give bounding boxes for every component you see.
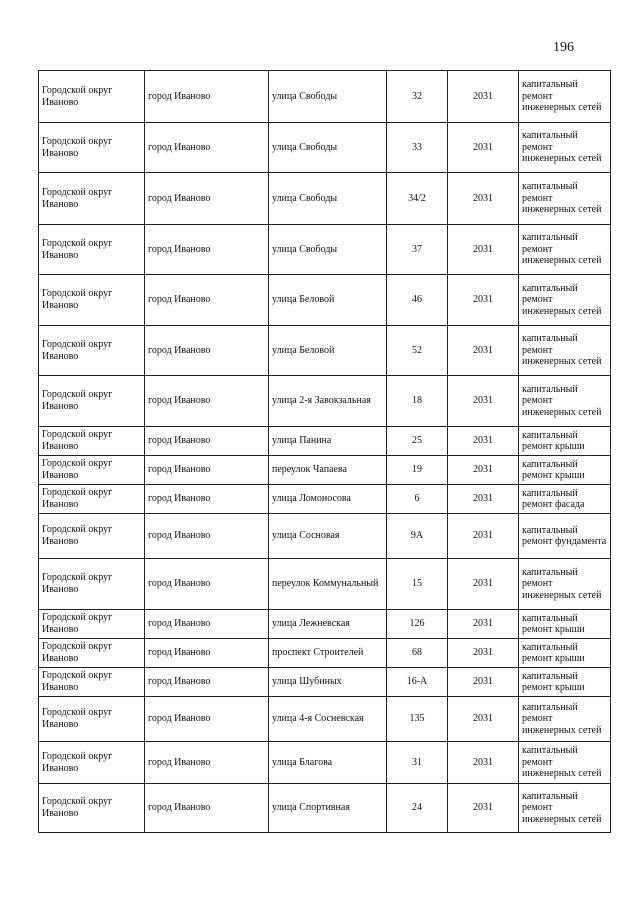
house-number-cell: 68: [387, 639, 448, 668]
house-number-cell: 18: [387, 376, 448, 427]
street-cell: проспект Строителей: [269, 639, 387, 668]
street-cell: улица Благова: [269, 742, 387, 784]
city-cell: город Иваново: [145, 485, 269, 514]
house-number-cell: 34/2: [387, 173, 448, 225]
work-type-cell: капитальный ремонт инженерных сетей: [519, 123, 611, 173]
year-cell: 2031: [448, 559, 519, 610]
table-row: [39, 639, 611, 668]
street-cell: улица Свободы: [269, 173, 387, 225]
municipal-district-cell: Городской округ Иваново: [39, 275, 145, 326]
municipal-district-cell: Городской округ Иваново: [39, 485, 145, 514]
table-row: [39, 559, 611, 610]
table-row: [39, 784, 611, 833]
year-cell: 2031: [448, 427, 519, 456]
street-cell: улица Спортивная: [269, 784, 387, 833]
year-cell: 2031: [448, 697, 519, 742]
table-row: [39, 456, 611, 485]
street-cell: улица Свободы: [269, 225, 387, 275]
table-row: [39, 610, 611, 639]
street-cell: улица Свободы: [269, 123, 387, 173]
street-cell: улица Беловой: [269, 275, 387, 326]
page-number: 196: [553, 40, 574, 55]
table-row: [39, 376, 611, 427]
house-number-cell: 25: [387, 427, 448, 456]
street-cell: улица Беловой: [269, 326, 387, 376]
house-number-cell: 126: [387, 610, 448, 639]
city-cell: город Иваново: [145, 742, 269, 784]
work-type-cell: капитальный ремонт инженерных сетей: [519, 173, 611, 225]
work-type-cell: капитальный ремонт инженерных сетей: [519, 376, 611, 427]
street-cell: улица Панина: [269, 427, 387, 456]
house-number-cell: 19: [387, 456, 448, 485]
house-number-cell: 16-А: [387, 668, 448, 697]
table-row: [39, 485, 611, 514]
house-number-cell: 135: [387, 697, 448, 742]
year-cell: 2031: [448, 514, 519, 559]
year-cell: 2031: [448, 123, 519, 173]
year-cell: 2031: [448, 610, 519, 639]
table-row: [39, 275, 611, 326]
year-cell: 2031: [448, 456, 519, 485]
municipal-district-cell: Городской округ Иваново: [39, 559, 145, 610]
street-cell: улица Свободы: [269, 71, 387, 123]
house-number-cell: 6: [387, 485, 448, 514]
work-type-cell: капитальный ремонт инженерных сетей: [519, 225, 611, 275]
municipal-district-cell: Городской округ Иваново: [39, 639, 145, 668]
city-cell: город Иваново: [145, 697, 269, 742]
house-number-cell: 33: [387, 123, 448, 173]
municipal-district-cell: Городской округ Иваново: [39, 326, 145, 376]
year-cell: 2031: [448, 173, 519, 225]
city-cell: город Иваново: [145, 668, 269, 697]
repair-schedule-table: [38, 70, 611, 833]
municipal-district-cell: Городской округ Иваново: [39, 123, 145, 173]
house-number-cell: 9А: [387, 514, 448, 559]
city-cell: город Иваново: [145, 427, 269, 456]
street-cell: улица Сосновая: [269, 514, 387, 559]
house-number-cell: 37: [387, 225, 448, 275]
municipal-district-cell: Городской округ Иваново: [39, 376, 145, 427]
city-cell: город Иваново: [145, 639, 269, 668]
work-type-cell: капитальный ремонт крыши: [519, 456, 611, 485]
municipal-district-cell: Городской округ Иваново: [39, 71, 145, 123]
street-cell: улица Ломоносова: [269, 485, 387, 514]
city-cell: город Иваново: [145, 123, 269, 173]
municipal-district-cell: Городской округ Иваново: [39, 427, 145, 456]
year-cell: 2031: [448, 71, 519, 123]
city-cell: город Иваново: [145, 71, 269, 123]
city-cell: город Иваново: [145, 376, 269, 427]
work-type-cell: капитальный ремонт крыши: [519, 668, 611, 697]
table-row: [39, 71, 611, 123]
street-cell: переулок Коммунальный: [269, 559, 387, 610]
table-row: [39, 427, 611, 456]
municipal-district-cell: Городской округ Иваново: [39, 514, 145, 559]
city-cell: город Иваново: [145, 225, 269, 275]
year-cell: 2031: [448, 784, 519, 833]
year-cell: 2031: [448, 639, 519, 668]
municipal-district-cell: Городской округ Иваново: [39, 784, 145, 833]
municipal-district-cell: Городской округ Иваново: [39, 225, 145, 275]
house-number-cell: 32: [387, 71, 448, 123]
house-number-cell: 52: [387, 326, 448, 376]
table-row: [39, 326, 611, 376]
city-cell: город Иваново: [145, 173, 269, 225]
municipal-district-cell: Городской округ Иваново: [39, 697, 145, 742]
street-cell: переулок Чапаева: [269, 456, 387, 485]
city-cell: город Иваново: [145, 514, 269, 559]
work-type-cell: капитальный ремонт крыши: [519, 427, 611, 456]
table-row: [39, 225, 611, 275]
year-cell: 2031: [448, 742, 519, 784]
city-cell: город Иваново: [145, 275, 269, 326]
year-cell: 2031: [448, 376, 519, 427]
work-type-cell: капитальный ремонт фасада: [519, 485, 611, 514]
street-cell: улица 4-я Сосневская: [269, 697, 387, 742]
work-type-cell: капитальный ремонт инженерных сетей: [519, 742, 611, 784]
table-row: [39, 668, 611, 697]
municipal-district-cell: Городской округ Иваново: [39, 173, 145, 225]
work-type-cell: капитальный ремонт инженерных сетей: [519, 71, 611, 123]
street-cell: улица Шубиных: [269, 668, 387, 697]
municipal-district-cell: Городской округ Иваново: [39, 456, 145, 485]
table-row: [39, 123, 611, 173]
house-number-cell: 31: [387, 742, 448, 784]
work-type-cell: капитальный ремонт инженерных сетей: [519, 697, 611, 742]
municipal-district-cell: Городской округ Иваново: [39, 610, 145, 639]
work-type-cell: капитальный ремонт крыши: [519, 639, 611, 668]
table-row: [39, 514, 611, 559]
municipal-district-cell: Городской округ Иваново: [39, 742, 145, 784]
year-cell: 2031: [448, 326, 519, 376]
city-cell: город Иваново: [145, 784, 269, 833]
house-number-cell: 46: [387, 275, 448, 326]
street-cell: улица Лежневская: [269, 610, 387, 639]
house-number-cell: 24: [387, 784, 448, 833]
year-cell: 2031: [448, 275, 519, 326]
house-number-cell: 15: [387, 559, 448, 610]
year-cell: 2031: [448, 485, 519, 514]
table-row: [39, 697, 611, 742]
table-row: [39, 173, 611, 225]
work-type-cell: капитальный ремонт инженерных сетей: [519, 275, 611, 326]
table-row: [39, 742, 611, 784]
work-type-cell: капитальный ремонт инженерных сетей: [519, 559, 611, 610]
year-cell: 2031: [448, 668, 519, 697]
work-type-cell: капитальный ремонт фундамента: [519, 514, 611, 559]
year-cell: 2031: [448, 225, 519, 275]
street-cell: улица 2-я Завокзальная: [269, 376, 387, 427]
work-type-cell: капитальный ремонт инженерных сетей: [519, 326, 611, 376]
city-cell: город Иваново: [145, 610, 269, 639]
municipal-district-cell: Городской округ Иваново: [39, 668, 145, 697]
city-cell: город Иваново: [145, 326, 269, 376]
work-type-cell: капитальный ремонт крыши: [519, 610, 611, 639]
work-type-cell: капитальный ремонт инженерных сетей: [519, 784, 611, 833]
city-cell: город Иваново: [145, 456, 269, 485]
city-cell: город Иваново: [145, 559, 269, 610]
